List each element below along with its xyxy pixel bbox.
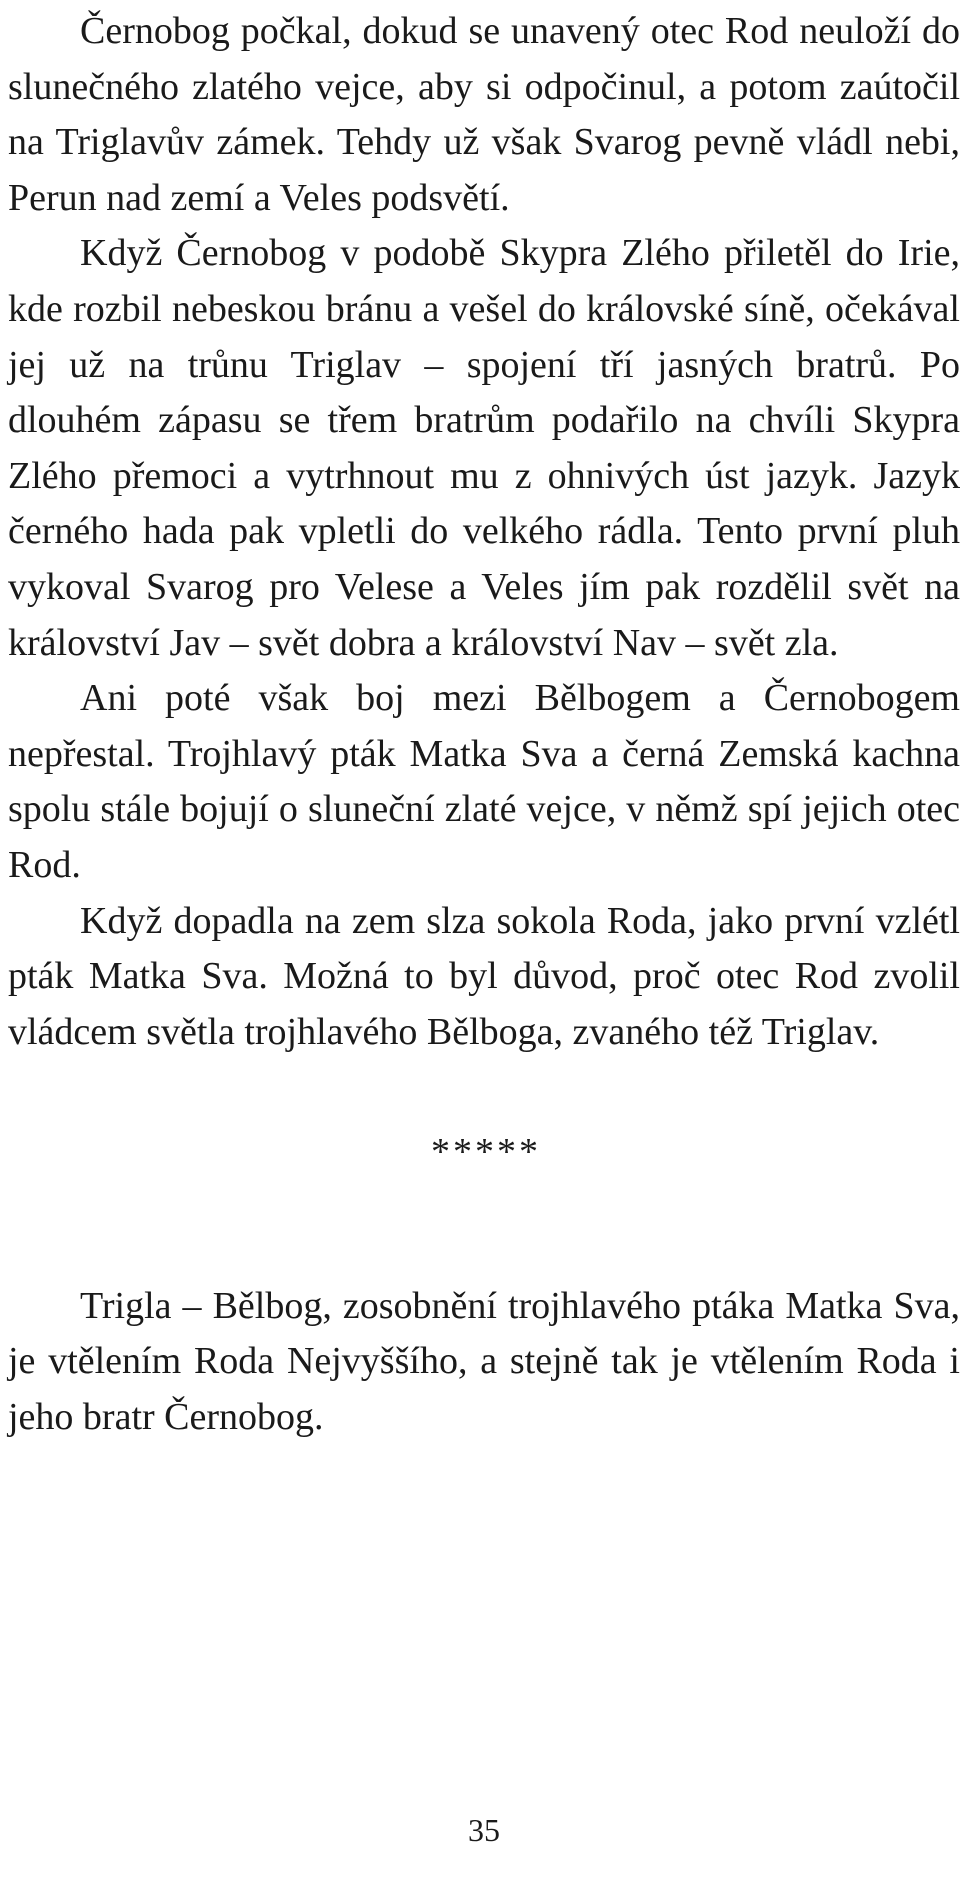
book-page bbox=[8, 0, 960, 1877]
paragraph: Ani poté však boj mezi Bělbogem a Černobogem nepřestal. Trojhlavý pták Matka Sva a černá Zemská kachna spolu stále bojují o sluneční zlaté vejce, v němž spí jejich otec Rod. bbox=[8, 677, 960, 886]
paragraph: Když Černobog v podobě Skypra Zlého přiletěl do Irie, kde rozbil nebeskou bránu a vešel do královské síně, očekával jej už na trůnu Triglav – spojení tří jasných bratrů. Po dlouhém zápasu se třem bratrům podařilo na chvíli Skypra Zlého přemoci a vytrhnout mu z ohnivých úst jazyk. Jazyk černého hada pak vpletli do velkého rádla. Tento první pluh vykoval Svarog pro Velese a Veles jím pak rozdělil svět na království Jav – svět dobra a království Nav – svět zla. bbox=[8, 232, 960, 664]
spacer bbox=[8, 1060, 960, 1125]
page-number: 35 bbox=[468, 1812, 500, 1848]
section-separator: ***** bbox=[431, 1131, 541, 1174]
paragraph: Černobog počkal, dokud se unavený otec Rod neuloží do slunečného zlatého vejce, aby si odpočinul, a potom zaútočil na Triglavův zámek. Tehdy už však Svarog pevně vládl nebi, Perun nad zemí a Veles podsvětí. bbox=[8, 10, 960, 219]
closing-paragraph: Trigla – Bělbog, zosobnění trojhlavého ptáka Matka Sva, je vtělením Roda Nejvyššího, a stejně tak je vtělením Roda i jeho bratr Černobog. bbox=[8, 1284, 960, 1439]
spacer bbox=[8, 1181, 960, 1279]
page-body bbox=[8, 4, 960, 1446]
paragraph: Když dopadla na zem slza sokola Roda, jako první vzlétl pták Matka Sva. Možná to byl důvod, proč otec Rod zvolil vládcem světla trojhlavého Bělboga, zvaného též Triglav. bbox=[8, 899, 960, 1053]
